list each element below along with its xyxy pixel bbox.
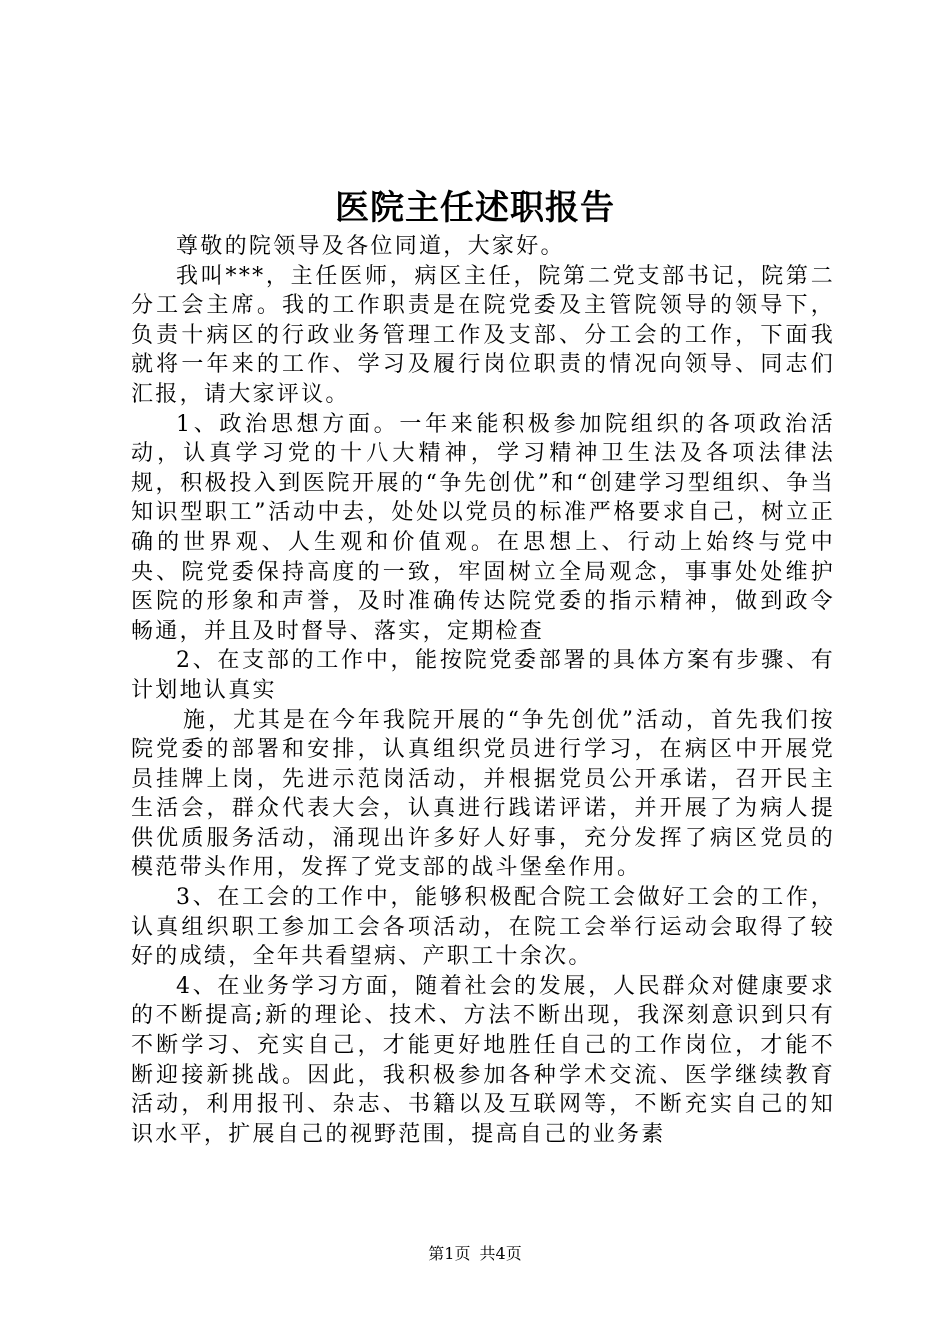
paragraph-political-thought: 1、政治思想方面。一年来能积极参加院组织的各项政治活动，认真学习党的十八大精神，学习精神卫生法及各项法律法规，积极投入到医院开展的“争先创优”和“创建学习型组织、争当知识型职工”活动中去，处处以党员的标准严格要求自己，树立正确的世界观、人生观和价值观。在思想上、行动上始终与党中央、院党委保持高度的一致，牢固树立全局观念，事事处处维护医院的形象和声誉，及时准确传达院党委的指示精神，做到政令畅通，并且及时督导、落实，定期检查 bbox=[131, 411, 835, 644]
paragraph-branch-work-continued: 施，尤其是在今年我院开展的“争先创优”活动，首先我们按院党委的部署和安排，认真组织党员进行学习，在病区中开展党员挂牌上岗，先进示范岗活动，并根据党员公开承诺，召开民主生活会，群众代表大会，认真进行践诺评诺，并开展了为病人提供优质服务活动，涌现出许多好人好事，充分发挥了病区党员的模范带头作用，发挥了党支部的战斗堡垒作用。 bbox=[131, 707, 835, 881]
paragraph-introduction: 我叫***，主任医师，病区主任，院第二党支部书记，院第二分工会主席。我的工作职责是在院党委及主管院领导的领导下，负责十病区的行政业务管理工作及支部、分工会的工作，下面我就将一年来的工作、学习及履行岗位职责的情况向领导、同志们汇报，请大家评议。 bbox=[131, 263, 835, 407]
paragraph-branch-work: 2、在支部的工作中，能按院党委部署的具体方案有步骤、有计划地认真实 bbox=[131, 648, 835, 703]
page-footer bbox=[0, 1243, 950, 1265]
document-title: 医院主任述职报告 bbox=[335, 188, 615, 228]
page-total: 共4页 bbox=[479, 1244, 522, 1263]
document-body bbox=[131, 232, 835, 1149]
page-number: 第1页 bbox=[428, 1244, 471, 1263]
paragraph-union-work: 3、在工会的工作中，能够积极配合院工会做好工会的工作，认真组织职工参加工会各项活动，在院工会举行运动会取得了较好的成绩，全年共看望病、产职工十余次。 bbox=[131, 885, 835, 970]
paragraph-professional-study: 4、在业务学习方面，随着社会的发展，人民群众对健康要求的不断提高;新的理论、技术、方法不断出现，我深刻意识到只有不断学习、充实自己，才能更好地胜任自己的工作岗位，才能不断迎接新挑战。因此，我积极参加各种学术交流、医学继续教育活动，利用报刊、杂志、书籍以及互联网等，不断充实自己的知识水平，扩展自己的视野范围，提高自己的业务素 bbox=[131, 973, 835, 1147]
paragraph-greeting: 尊敬的院领导及各位同道，大家好。 bbox=[176, 234, 565, 259]
